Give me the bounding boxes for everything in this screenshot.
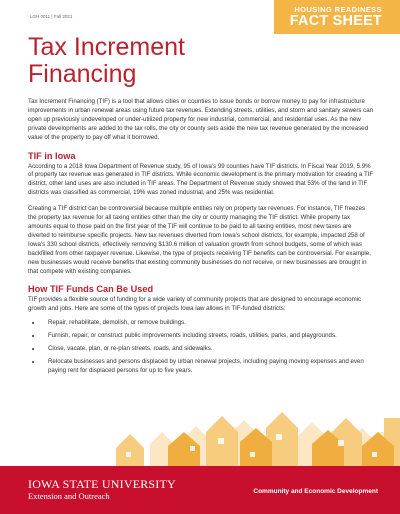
tif-in-iowa-paragraph-1: According to a 2018 Iowa Department of Revenue study, 95 of Iowa's 99 counties have TIF districts. In Fiscal Year 2019, 5.9% of property tax revenue was generated in TIF districts. While economic development is the primary motivation for creating a TIF district, other land uses are also included in TIF areas. The Department of Revenue study showed that 53% of the land in TIF districts was classified as commercial, 19% was zoned industrial, and 25% was residential. <box>28 162 374 197</box>
section-heading-tif-in-iowa: TIF in Iowa <box>28 150 76 161</box>
university-logo-name: IOWA STATE UNIVERSITY <box>28 477 176 491</box>
main-content <box>28 98 374 380</box>
fact-sheet-badge <box>274 0 400 34</box>
list-item: • Furnish, repair, or construct public improvements including streets, roads, utilities, parks, and playgrounds. <box>42 332 374 341</box>
footer-bar <box>0 466 400 514</box>
list-item: • Relocate businesses and persons displaced by urban renewal projects, including paying moving expenses and even paying rent for displaced persons for up to five years. <box>42 358 374 375</box>
badge-subtitle: HOUSING READINESS <box>294 5 382 14</box>
department-name: Community and Economic Development <box>253 488 378 495</box>
page-title <box>28 34 185 88</box>
document-code: LGH 0011 | Fall 2021 <box>30 14 73 19</box>
section-heading-how-tif-funds: How TIF Funds Can Be Used <box>28 284 154 295</box>
how-tif-funds-paragraph: TIF provides a flexible source of funding for a wide variety of community projects that are designed to encourage economic growth and jobs. Here are some of the types of projects Iowa law allows in TIF-funded districts: <box>28 296 362 313</box>
university-logo-tagline: Extension and Outreach <box>28 491 110 501</box>
intro-paragraph: Tax Increment Financing (TIF) is a tool that allows cities or counties to issue bonds or borrow money to pay for infrastructure improvements in urban renewal areas using future tax revenues. Extending streets, utilities, and storm and sanitary sewers can open up previously undeveloped or under-utilized property for new industrial, commercial, and residential uses. As the new private developments are added to the tax rolls, the city or county sets aside the new tax revenue generated by the increased value of the property to pay off what it borrowed. <box>28 98 374 141</box>
houses-illustration <box>0 382 400 470</box>
title-line-1: Tax Increment <box>28 33 186 61</box>
tif-in-iowa-paragraph-2: Creating a TIF district can be controversial because multiple entities rely on property tax revenues. For instance, TIF freezes the property tax revenue for all taxing entities other than the city or county managing the TIF district. While property tax amounts equal to those paid on the first year of the TIF will continue to be paid to all taxing entities, most new taxes are diverted to reimburse specific projects. New tax revenues diverted from Iowa's school districts, for example, impacted 258 of Iowa's 330 school districts, effectively removing $130.6 million of valuation growth from school budgets, some of which was backfilled from other taxpayer revenue. Likewise, the type of projects receiving TIF benefits can be controversial. For example, new businesses would receive benefits that existing community businesses do not receive, or new businesses are brought in that compete with existing companies. <box>28 205 371 275</box>
badge-title: FACT SHEET <box>289 13 382 29</box>
title-line-2: Financing <box>28 60 137 88</box>
project-types-list <box>28 319 374 375</box>
list-item: • Repair, rehabilitate, demolish, or remove buildings. <box>42 319 374 328</box>
list-item: • Close, vacate, plan, or re-plan streets, roads, and sidewalks. <box>42 345 374 354</box>
